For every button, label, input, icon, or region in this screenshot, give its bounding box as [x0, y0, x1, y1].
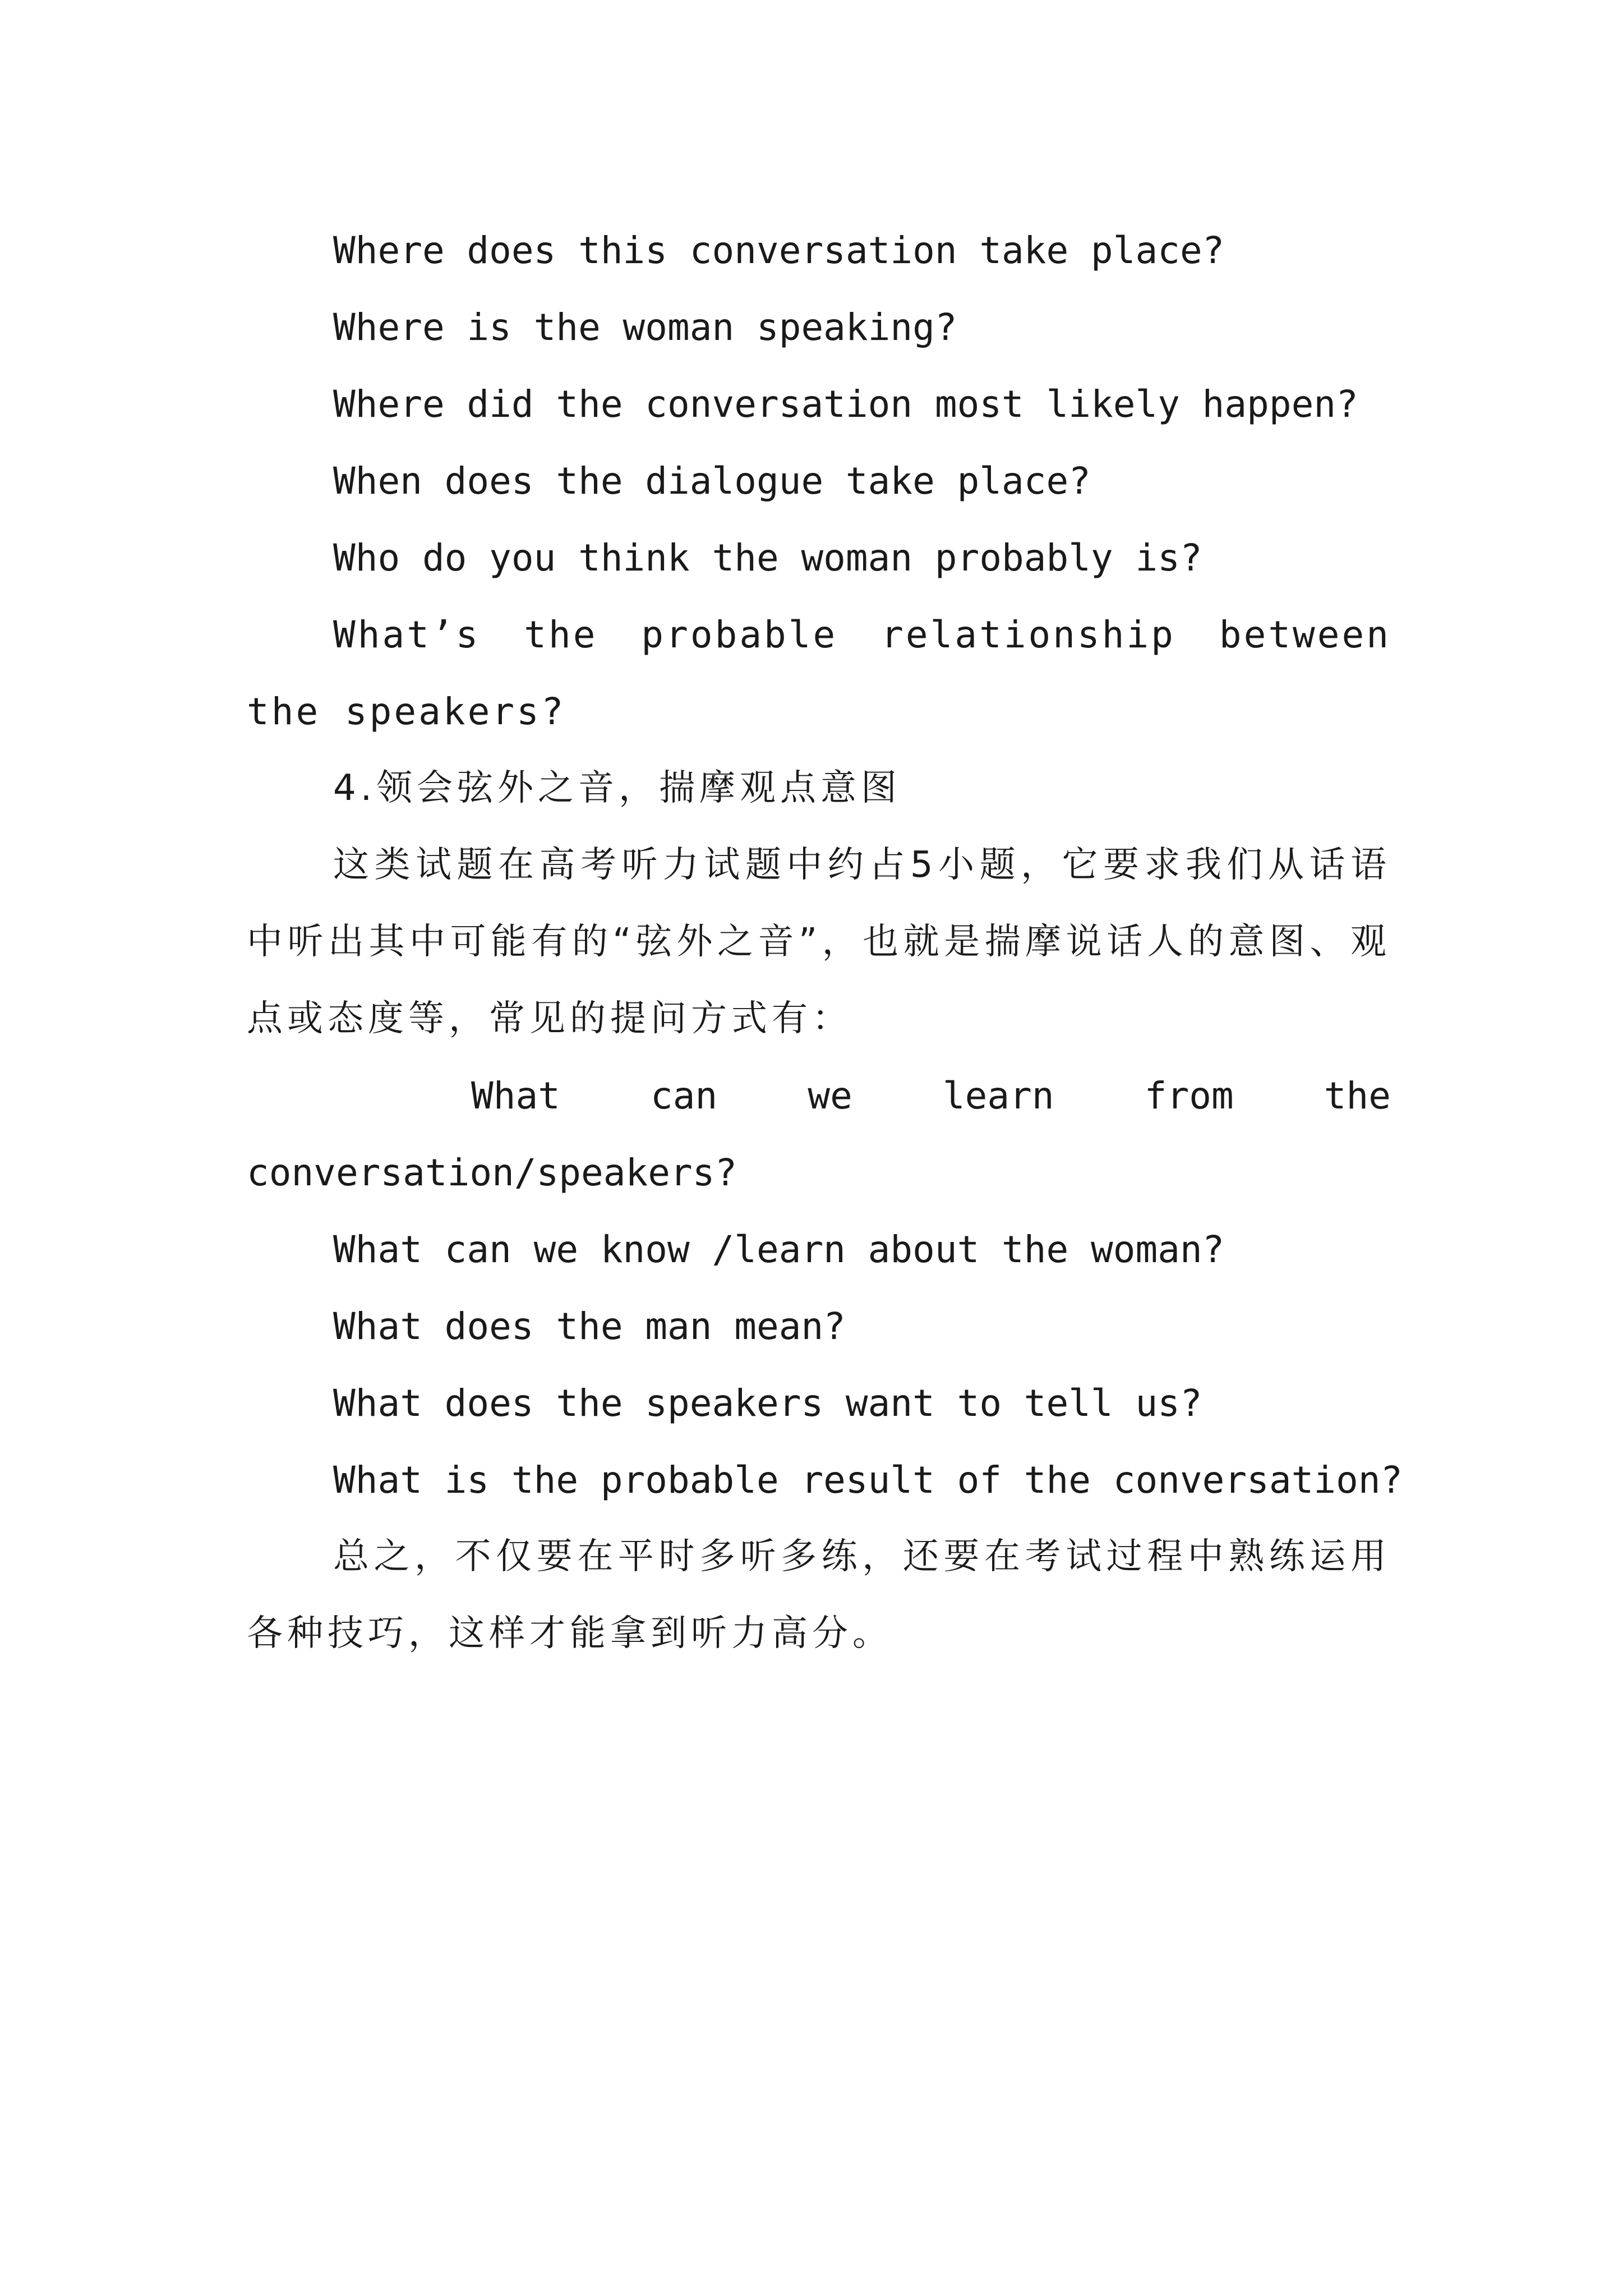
section-heading-4: 4.领会弦外之音，揣摩观点意图 [333, 767, 902, 809]
question-who-woman: Who do you think the woman probably is? [333, 536, 1202, 579]
question-relationship: What’s the probable relationship between the speakers? [247, 613, 1391, 733]
document-body [247, 212, 1403, 1672]
intro-paragraph: 这类试题在高考听力试题中约占5小题，它要求我们从话语中听出其中可能有的“弦外之音”，也就是揣摩说话人的意图、观点或态度等，常见的提问方式有： [247, 844, 1391, 1039]
question-know-woman: What can we know /learn about the woman? [333, 1228, 1225, 1271]
question-when-dialogue: When does the dialogue take place? [333, 459, 1091, 503]
conclusion-paragraph: 总之，不仅要在平时多听多练，还要在考试过程中熟练运用各种技巧，这样才能拿到听力高分。 [247, 1536, 1391, 1654]
question-man-mean: What does the man mean? [333, 1305, 846, 1348]
question-learn-from: What can we learn from the conversation/speakers? [247, 1074, 1391, 1194]
question-where-take-place: Where does this conversation take place? [333, 229, 1225, 272]
question-where-most-likely: Where did the conversation most likely happen? [333, 383, 1358, 426]
question-speakers-tell: What does the speakers want to tell us? [333, 1382, 1202, 1425]
question-probable-result: What is the probable result of the conversation? [333, 1458, 1403, 1502]
question-where-woman-speaking: Where is the woman speaking? [333, 306, 957, 349]
